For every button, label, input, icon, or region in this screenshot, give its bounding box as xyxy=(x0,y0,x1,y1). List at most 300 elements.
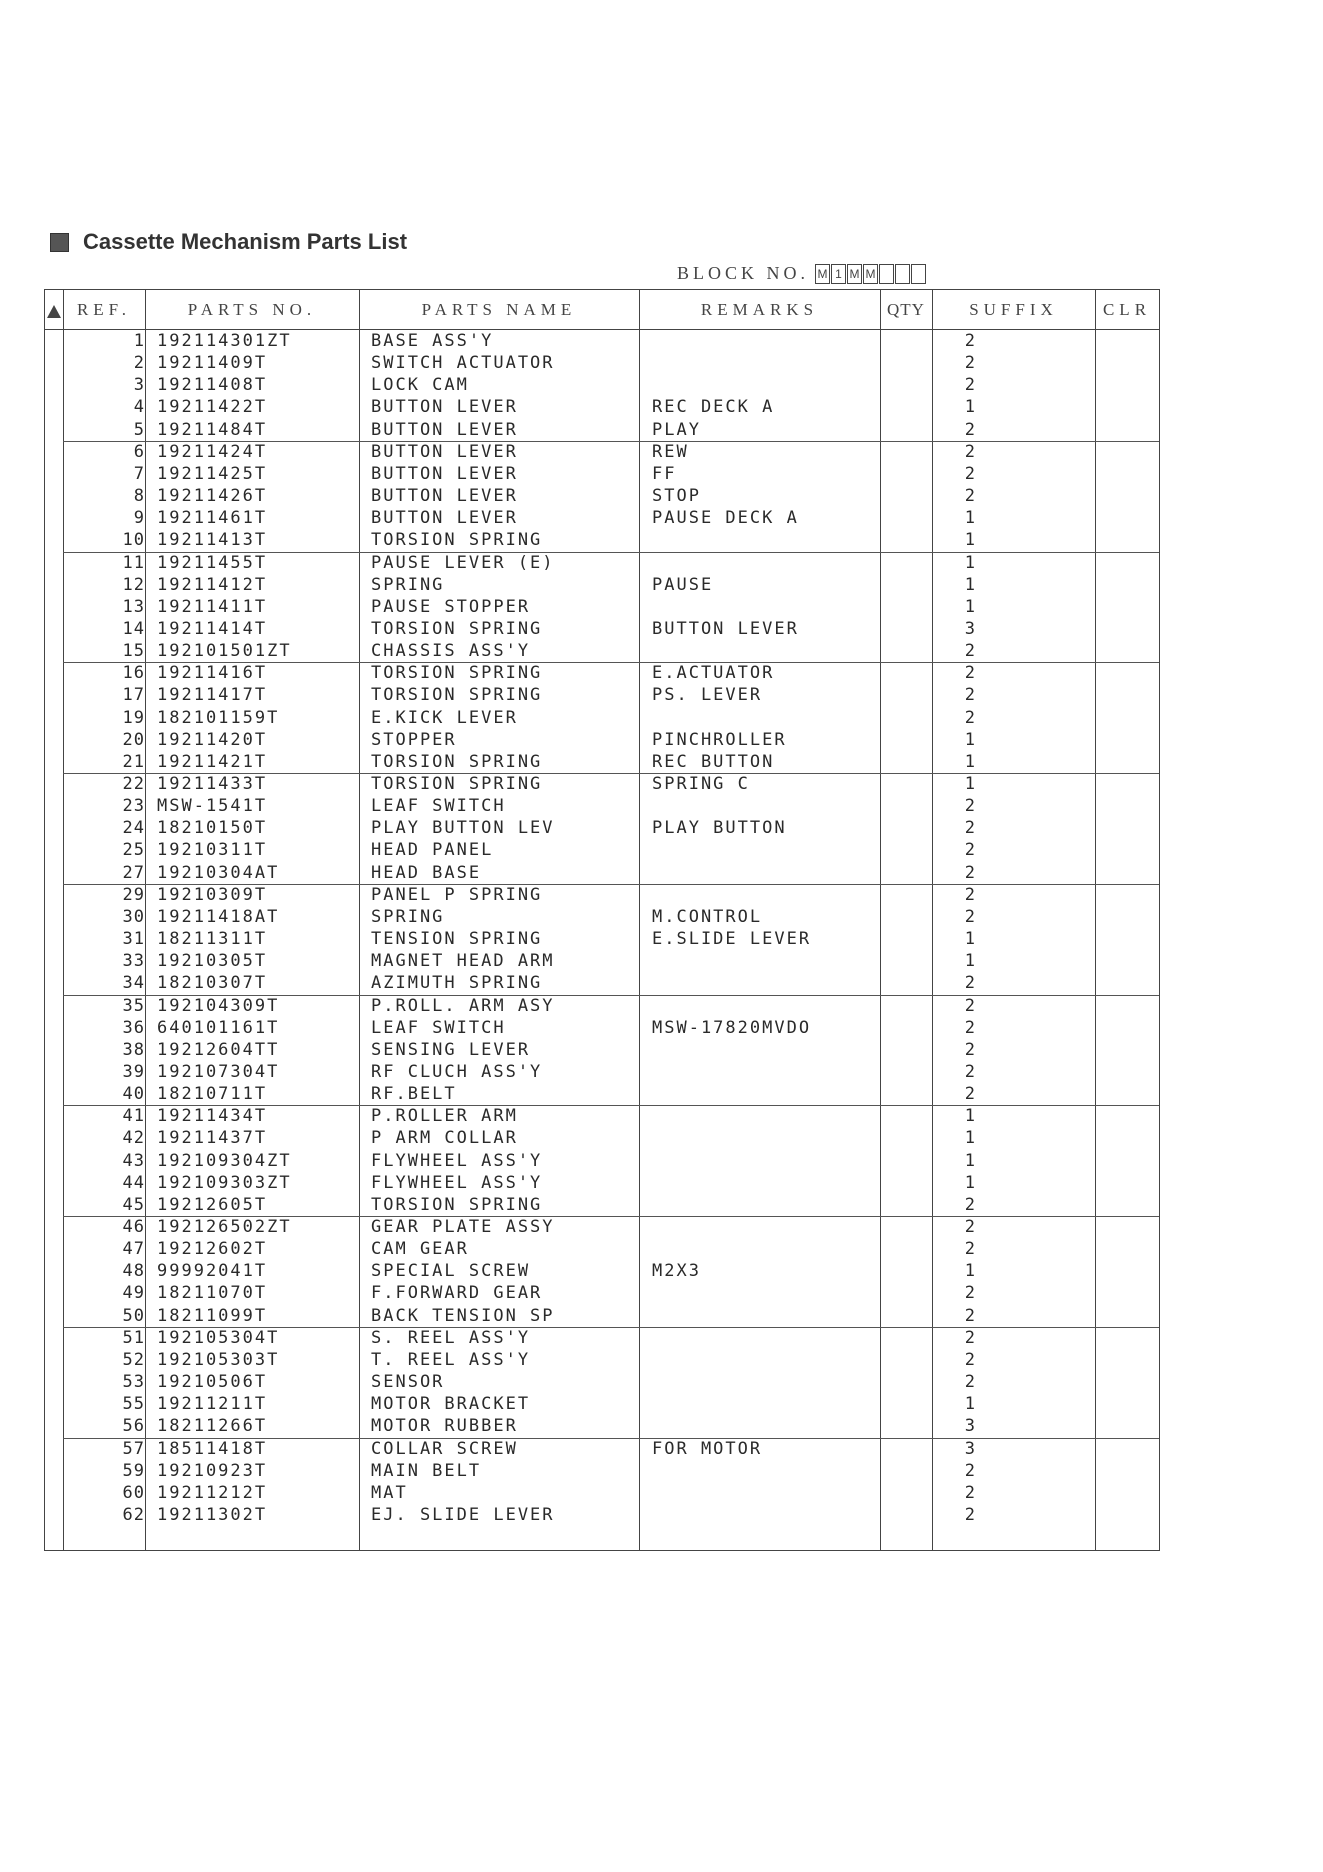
part-number-cell: 19211424T xyxy=(157,441,268,462)
block-box: M xyxy=(815,264,830,284)
qty-cell: 1 xyxy=(964,951,975,972)
qty-cell: 1 xyxy=(964,552,975,573)
part-name-cell: TORSION SPRING xyxy=(371,618,543,639)
ref-cell: 27 xyxy=(122,862,145,883)
part-name-cell: SPRING xyxy=(371,906,445,927)
part-number-cell: 19210305T xyxy=(157,951,268,972)
block-label: BLOCK NO. xyxy=(677,263,810,283)
table-row xyxy=(45,1061,1159,1083)
part-number-cell: 19211434T xyxy=(157,1106,268,1127)
ref-cell: 48 xyxy=(122,1261,145,1282)
ref-cell: 29 xyxy=(122,884,145,905)
table-row xyxy=(45,817,1159,839)
part-number-cell: 19211420T xyxy=(157,729,268,750)
part-name-cell: F.FORWARD GEAR xyxy=(371,1283,543,1304)
table-row xyxy=(45,463,1159,485)
part-name-cell: TENSION SPRING xyxy=(371,929,543,950)
part-number-cell: 19210309T xyxy=(157,884,268,905)
part-number-cell: 19211411T xyxy=(157,596,268,617)
part-number-cell: 19211426T xyxy=(157,486,268,507)
part-name-cell: LOCK CAM xyxy=(371,375,469,396)
ref-cell: 9 xyxy=(133,508,145,529)
qty-cell: 2 xyxy=(964,1372,975,1393)
remarks-cell: FF xyxy=(652,463,677,484)
part-number-cell: 19211425T xyxy=(157,463,268,484)
qty-cell: 1 xyxy=(964,397,975,418)
page-title: Cassette Mechanism Parts List xyxy=(83,229,408,254)
table-row xyxy=(45,352,1159,374)
part-number-cell: 19210311T xyxy=(157,840,268,861)
table-row xyxy=(45,729,1159,751)
qty-cell: 1 xyxy=(964,729,975,750)
table-row xyxy=(45,1460,1159,1482)
part-number-cell: 19211409T xyxy=(157,353,268,374)
ref-cell: 17 xyxy=(122,685,145,706)
remarks-cell: PLAY BUTTON xyxy=(652,818,787,839)
ref-cell: 19 xyxy=(122,707,145,728)
qty-cell: 1 xyxy=(964,530,975,551)
part-number-cell: 19211418AT xyxy=(157,906,280,927)
block-box: 1 xyxy=(831,264,846,284)
part-name-cell: SWITCH ACTUATOR xyxy=(371,353,555,374)
table-row xyxy=(45,485,1159,507)
qty-cell: 1 xyxy=(964,1128,975,1149)
part-number-cell: 19210304AT xyxy=(157,862,280,883)
suffix-header: SUFFIX xyxy=(969,300,1058,319)
block-box xyxy=(895,264,910,284)
remarks-cell: PLAY xyxy=(652,419,701,440)
part-number-cell: 18211311T xyxy=(157,929,268,950)
ref-cell: 38 xyxy=(122,1039,145,1060)
part-number-cell: 19212605T xyxy=(157,1194,268,1215)
table-row xyxy=(45,884,1159,906)
table-row xyxy=(45,751,1159,773)
part-number-cell: 192101501ZT xyxy=(157,641,292,662)
table-row xyxy=(45,1017,1159,1039)
qty-cell: 2 xyxy=(964,419,975,440)
warning-triangle-icon xyxy=(47,305,61,318)
part-name-cell: BUTTON LEVER xyxy=(371,397,518,418)
table-row xyxy=(45,1216,1159,1238)
ref-cell: 15 xyxy=(122,641,145,662)
part-number-cell: 19211421T xyxy=(157,751,268,772)
remarks-cell: PS. LEVER xyxy=(652,685,763,706)
part-name-cell: T. REEL ASS'Y xyxy=(371,1349,531,1370)
table-row xyxy=(45,1482,1159,1504)
remarks-cell: E.ACTUATOR xyxy=(652,663,775,684)
part-name-cell: RF.BELT xyxy=(371,1084,457,1105)
ref-cell: 57 xyxy=(122,1438,145,1459)
qty-cell: 3 xyxy=(964,1416,975,1437)
part-number-cell: 19211416T xyxy=(157,663,268,684)
table-row xyxy=(45,1172,1159,1194)
part-name-cell: LEAF SWITCH xyxy=(371,796,506,817)
part-name-cell: RF CLUCH ASS'Y xyxy=(371,1061,543,1082)
part-number-cell: 19211412T xyxy=(157,574,268,595)
table-row xyxy=(45,1127,1159,1149)
ref-cell: 62 xyxy=(122,1504,145,1525)
table-row xyxy=(45,596,1159,618)
ref-cell: 42 xyxy=(122,1128,145,1149)
ref-cell: 33 xyxy=(122,951,145,972)
table-row xyxy=(45,862,1159,884)
part-number-cell: 19210923T xyxy=(157,1460,268,1481)
ref-cell: 4 xyxy=(133,397,145,418)
table-row xyxy=(45,1039,1159,1061)
qty-cell: 2 xyxy=(964,1217,975,1237)
part-number-cell: 19211211T xyxy=(157,1394,268,1415)
block-box xyxy=(879,264,894,284)
remarks-cell: SPRING C xyxy=(652,774,750,794)
ref-cell: 6 xyxy=(133,441,145,462)
part-number-cell: 19211422T xyxy=(157,397,268,418)
table-row xyxy=(45,1282,1159,1304)
part-name-cell: SENSOR xyxy=(371,1372,445,1393)
table-row xyxy=(45,839,1159,861)
ref-cell: 34 xyxy=(122,973,145,994)
part-number-cell: 19211408T xyxy=(157,375,268,396)
qty-cell: 2 xyxy=(964,1239,975,1260)
part-name-cell: PANEL P SPRING xyxy=(371,884,543,905)
part-number-cell: 99992041T xyxy=(157,1261,268,1282)
table-row xyxy=(45,640,1159,662)
part-name-cell: PAUSE STOPPER xyxy=(371,596,531,617)
part-number-cell: 18211266T xyxy=(157,1416,268,1437)
qty-cell: 1 xyxy=(964,774,975,794)
part-number-cell: MSW-1541T xyxy=(157,796,268,817)
ref-cell: 43 xyxy=(122,1150,145,1171)
table-row xyxy=(45,1393,1159,1415)
part-number-cell: 19211302T xyxy=(157,1504,268,1525)
block-box: M xyxy=(847,264,862,284)
remarks-cell: BUTTON LEVER xyxy=(652,618,799,639)
qty-cell: 2 xyxy=(964,463,975,484)
part-name-cell: BUTTON LEVER xyxy=(371,441,518,462)
qty-cell: 2 xyxy=(964,1460,975,1481)
remarks-cell: M2X3 xyxy=(652,1261,701,1282)
ref-cell: 60 xyxy=(122,1482,145,1503)
part-name-cell: HEAD PANEL xyxy=(371,840,494,861)
qty-cell: 2 xyxy=(964,1194,975,1215)
part-name-cell: PAUSE LEVER (E) xyxy=(371,552,555,573)
part-name-cell: STOPPER xyxy=(371,729,457,750)
qty-cell: 2 xyxy=(964,441,975,462)
part-number-cell: 18210307T xyxy=(157,973,268,994)
table-row xyxy=(45,707,1159,729)
ref-cell: 30 xyxy=(122,906,145,927)
table-row xyxy=(45,1504,1159,1526)
table-row xyxy=(45,795,1159,817)
table-row xyxy=(45,618,1159,640)
qty-cell: 2 xyxy=(964,1327,975,1348)
part-number-cell: 19211414T xyxy=(157,618,268,639)
qty-cell: 2 xyxy=(964,973,975,994)
qty-cell: 1 xyxy=(964,751,975,772)
qty-cell: 2 xyxy=(964,884,975,905)
remarks-cell: REC BUTTON xyxy=(652,751,775,772)
bullet-square-icon xyxy=(50,233,69,252)
part-name-cell: COLLAR SCREW xyxy=(371,1438,518,1459)
qty-cell: 2 xyxy=(964,1283,975,1304)
table-row xyxy=(45,1105,1159,1127)
table-row xyxy=(45,552,1159,574)
ref-cell: 12 xyxy=(122,574,145,595)
part-number-cell: 19210506T xyxy=(157,1372,268,1393)
table-row xyxy=(45,928,1159,950)
table-row xyxy=(45,1260,1159,1282)
table-row xyxy=(45,1327,1159,1349)
ref-cell: 25 xyxy=(122,840,145,861)
ref-cell: 20 xyxy=(122,729,145,750)
part-name-cell: BUTTON LEVER xyxy=(371,486,518,507)
ref-cell: 10 xyxy=(122,530,145,551)
part-name-cell: TORSION SPRING xyxy=(371,530,543,551)
table-row xyxy=(45,507,1159,529)
qty-cell: 2 xyxy=(964,707,975,728)
table-row xyxy=(45,396,1159,418)
ref-header: REF. xyxy=(76,300,132,319)
qty-cell: 2 xyxy=(964,663,975,684)
part-name-cell: TORSION SPRING xyxy=(371,751,543,772)
part-name-cell: TORSION SPRING xyxy=(371,774,543,794)
part-name-cell: HEAD BASE xyxy=(371,862,482,883)
section-heading xyxy=(50,229,407,255)
part-name-cell: FLYWHEEL ASS'Y xyxy=(371,1150,543,1171)
part-name-cell: PLAY BUTTON LEV xyxy=(371,818,555,839)
part-name-cell: EJ. SLIDE LEVER xyxy=(371,1504,555,1525)
ref-cell: 49 xyxy=(122,1283,145,1304)
ref-cell: 55 xyxy=(122,1394,145,1415)
ref-cell: 16 xyxy=(122,663,145,684)
ref-cell: 2 xyxy=(133,353,145,374)
qty-cell: 2 xyxy=(964,1504,975,1525)
part-number-cell: 19211484T xyxy=(157,419,268,440)
qty-cell: 1 xyxy=(964,929,975,950)
qty-cell: 2 xyxy=(964,1084,975,1105)
parts-table xyxy=(44,289,1160,1551)
qty-cell: 1 xyxy=(964,574,975,595)
part-number-cell: 19211417T xyxy=(157,685,268,706)
table-row xyxy=(45,529,1159,551)
block-box xyxy=(911,264,926,284)
remarks-cell: FOR MOTOR xyxy=(652,1438,763,1459)
ref-cell: 7 xyxy=(133,463,145,484)
part-name-cell: MAT xyxy=(371,1482,408,1503)
remarks-cell: REC DECK A xyxy=(652,397,775,418)
ref-cell: 39 xyxy=(122,1061,145,1082)
part-number-cell: 19211461T xyxy=(157,508,268,529)
part-number-cell: 192105304T xyxy=(157,1327,280,1348)
part-name-cell: BUTTON LEVER xyxy=(371,508,518,529)
part-number-cell: 192104309T xyxy=(157,995,280,1016)
part-number-cell: 19212604TT xyxy=(157,1039,280,1060)
block-box: M xyxy=(863,264,878,284)
table-row xyxy=(45,906,1159,928)
table-row xyxy=(45,441,1159,463)
ref-cell: 5 xyxy=(133,419,145,440)
qty-cell: 1 xyxy=(964,1394,975,1415)
part-number-cell: 19211433T xyxy=(157,774,268,794)
ref-cell: 23 xyxy=(122,796,145,817)
part-name-cell: TORSION SPRING xyxy=(371,663,543,684)
table-row xyxy=(45,972,1159,994)
block-boxes xyxy=(815,264,927,284)
remarks-cell: M.CONTROL xyxy=(652,906,763,927)
qty-cell: 2 xyxy=(964,840,975,861)
remarks-cell: PAUSE xyxy=(652,574,714,595)
qty-cell: 2 xyxy=(964,1349,975,1370)
table-row xyxy=(45,1083,1159,1105)
part-number-cell: 18210150T xyxy=(157,818,268,839)
qty-cell: 2 xyxy=(964,906,975,927)
part-name-cell: LEAF SWITCH xyxy=(371,1017,506,1038)
ref-cell: 3 xyxy=(133,375,145,396)
ref-cell: 40 xyxy=(122,1084,145,1105)
part-number-cell: 19212602T xyxy=(157,1239,268,1260)
ref-cell: 14 xyxy=(122,618,145,639)
part-name-cell: BACK TENSION SP xyxy=(371,1305,555,1326)
ref-cell: 22 xyxy=(122,774,145,794)
ref-cell: 31 xyxy=(122,929,145,950)
qty-cell: 2 xyxy=(964,818,975,839)
part-name-cell: MAIN BELT xyxy=(371,1460,482,1481)
part-number-cell: 182101159T xyxy=(157,707,280,728)
part-name-cell: GEAR PLATE ASSY xyxy=(371,1217,555,1237)
table-row xyxy=(45,684,1159,706)
ref-cell: 56 xyxy=(122,1416,145,1437)
table-row xyxy=(45,995,1159,1017)
table-row xyxy=(45,1150,1159,1172)
table-row xyxy=(45,1194,1159,1216)
table-header xyxy=(45,290,1159,330)
ref-cell: 24 xyxy=(122,818,145,839)
ref-cell: 35 xyxy=(122,995,145,1016)
ref-cell: 50 xyxy=(122,1305,145,1326)
remarks-cell: MSW-17820MVDO xyxy=(652,1017,812,1038)
qty-cell: 1 xyxy=(964,1172,975,1193)
part-name-cell: BUTTON LEVER xyxy=(371,419,518,440)
part-name-cell: MOTOR RUBBER xyxy=(371,1416,518,1437)
qty-cell: 2 xyxy=(964,862,975,883)
table-row xyxy=(45,950,1159,972)
table-row xyxy=(45,662,1159,684)
table-row xyxy=(45,1238,1159,1260)
table-row xyxy=(45,1305,1159,1327)
qty-cell: 2 xyxy=(964,331,975,351)
part-name-cell: FLYWHEEL ASS'Y xyxy=(371,1172,543,1193)
part-name-cell: SPECIAL SCREW xyxy=(371,1261,531,1282)
part-number-cell: 19211212T xyxy=(157,1482,268,1503)
part-name-cell: P.ROLL. ARM ASY xyxy=(371,995,555,1016)
ref-cell: 41 xyxy=(122,1106,145,1127)
ref-cell: 44 xyxy=(122,1172,145,1193)
part-name-cell: P.ROLLER ARM xyxy=(371,1106,518,1127)
qty-cell: 1 xyxy=(964,596,975,617)
ref-cell: 46 xyxy=(122,1217,145,1237)
part-name-cell: TORSION SPRING xyxy=(371,1194,543,1215)
ref-cell: 52 xyxy=(122,1349,145,1370)
part-name-cell: CHASSIS ASS'Y xyxy=(371,641,531,662)
table-row xyxy=(45,1371,1159,1393)
part-name-cell: CAM GEAR xyxy=(371,1239,469,1260)
block-number xyxy=(677,263,927,284)
qty-cell: 2 xyxy=(964,486,975,507)
part-number-cell: 192105303T xyxy=(157,1349,280,1370)
table-row xyxy=(45,773,1159,795)
qty-cell: 1 xyxy=(964,1261,975,1282)
table-row xyxy=(45,1349,1159,1371)
qty-cell: 2 xyxy=(964,1305,975,1326)
qty-cell: 1 xyxy=(964,508,975,529)
qty-cell: 1 xyxy=(964,1150,975,1171)
part-number-cell: 18210711T xyxy=(157,1084,268,1105)
ref-cell: 21 xyxy=(122,751,145,772)
table-row xyxy=(45,1438,1159,1460)
part-name-cell: P ARM COLLAR xyxy=(371,1128,518,1149)
part-number-cell: 192107304T xyxy=(157,1061,280,1082)
qty-cell: 2 xyxy=(964,1039,975,1060)
remarks-header: REMARKS xyxy=(700,300,819,319)
ref-cell: 45 xyxy=(122,1194,145,1215)
part-name-cell: MOTOR BRACKET xyxy=(371,1394,531,1415)
qty-cell: 3 xyxy=(964,618,975,639)
part-number-cell: 640101161T xyxy=(157,1017,280,1038)
ref-cell: 53 xyxy=(122,1372,145,1393)
qty-cell: 2 xyxy=(964,353,975,374)
part-name-cell: AZIMUTH SPRING xyxy=(371,973,543,994)
part-name-cell: E.KICK LEVER xyxy=(371,707,518,728)
remarks-cell: PINCHROLLER xyxy=(652,729,787,750)
part-number-cell: 19211455T xyxy=(157,552,268,573)
ref-cell: 51 xyxy=(122,1327,145,1348)
qty-cell: 2 xyxy=(964,995,975,1016)
ref-cell: 47 xyxy=(122,1239,145,1260)
ref-cell: 59 xyxy=(122,1460,145,1481)
qty-cell: 2 xyxy=(964,641,975,662)
parts-name-header: PARTS NAME xyxy=(421,300,577,319)
ref-cell: 36 xyxy=(122,1017,145,1038)
table-row xyxy=(45,330,1159,352)
ref-cell: 8 xyxy=(133,486,145,507)
table-row xyxy=(45,1415,1159,1437)
qty-cell: 2 xyxy=(964,796,975,817)
part-number-cell: 18511418T xyxy=(157,1438,268,1459)
clr-header: CLR xyxy=(1102,300,1152,319)
qty-cell: 2 xyxy=(964,1482,975,1503)
part-number-cell: 192109304ZT xyxy=(157,1150,292,1171)
part-number-cell: 192114301ZT xyxy=(157,331,292,351)
part-number-cell: 19211413T xyxy=(157,530,268,551)
remarks-cell: E.SLIDE LEVER xyxy=(652,929,812,950)
ref-cell: 11 xyxy=(122,552,145,573)
ref-cell: 1 xyxy=(133,331,145,351)
qty-cell: 2 xyxy=(964,375,975,396)
qty-cell: 2 xyxy=(964,1061,975,1082)
part-number-cell: 19211437T xyxy=(157,1128,268,1149)
part-name-cell: BUTTON LEVER xyxy=(371,463,518,484)
part-number-cell: 18211070T xyxy=(157,1283,268,1304)
qty-cell: 2 xyxy=(964,685,975,706)
part-name-cell: SENSING LEVER xyxy=(371,1039,531,1060)
part-number-cell: 192126502ZT xyxy=(157,1217,292,1237)
table-row xyxy=(45,374,1159,396)
remarks-cell: STOP xyxy=(652,486,701,507)
qty-cell: 2 xyxy=(964,1017,975,1038)
qty-cell: 3 xyxy=(964,1438,975,1459)
part-name-cell: SPRING xyxy=(371,574,445,595)
table-row xyxy=(45,419,1159,441)
part-name-cell: TORSION SPRING xyxy=(371,685,543,706)
